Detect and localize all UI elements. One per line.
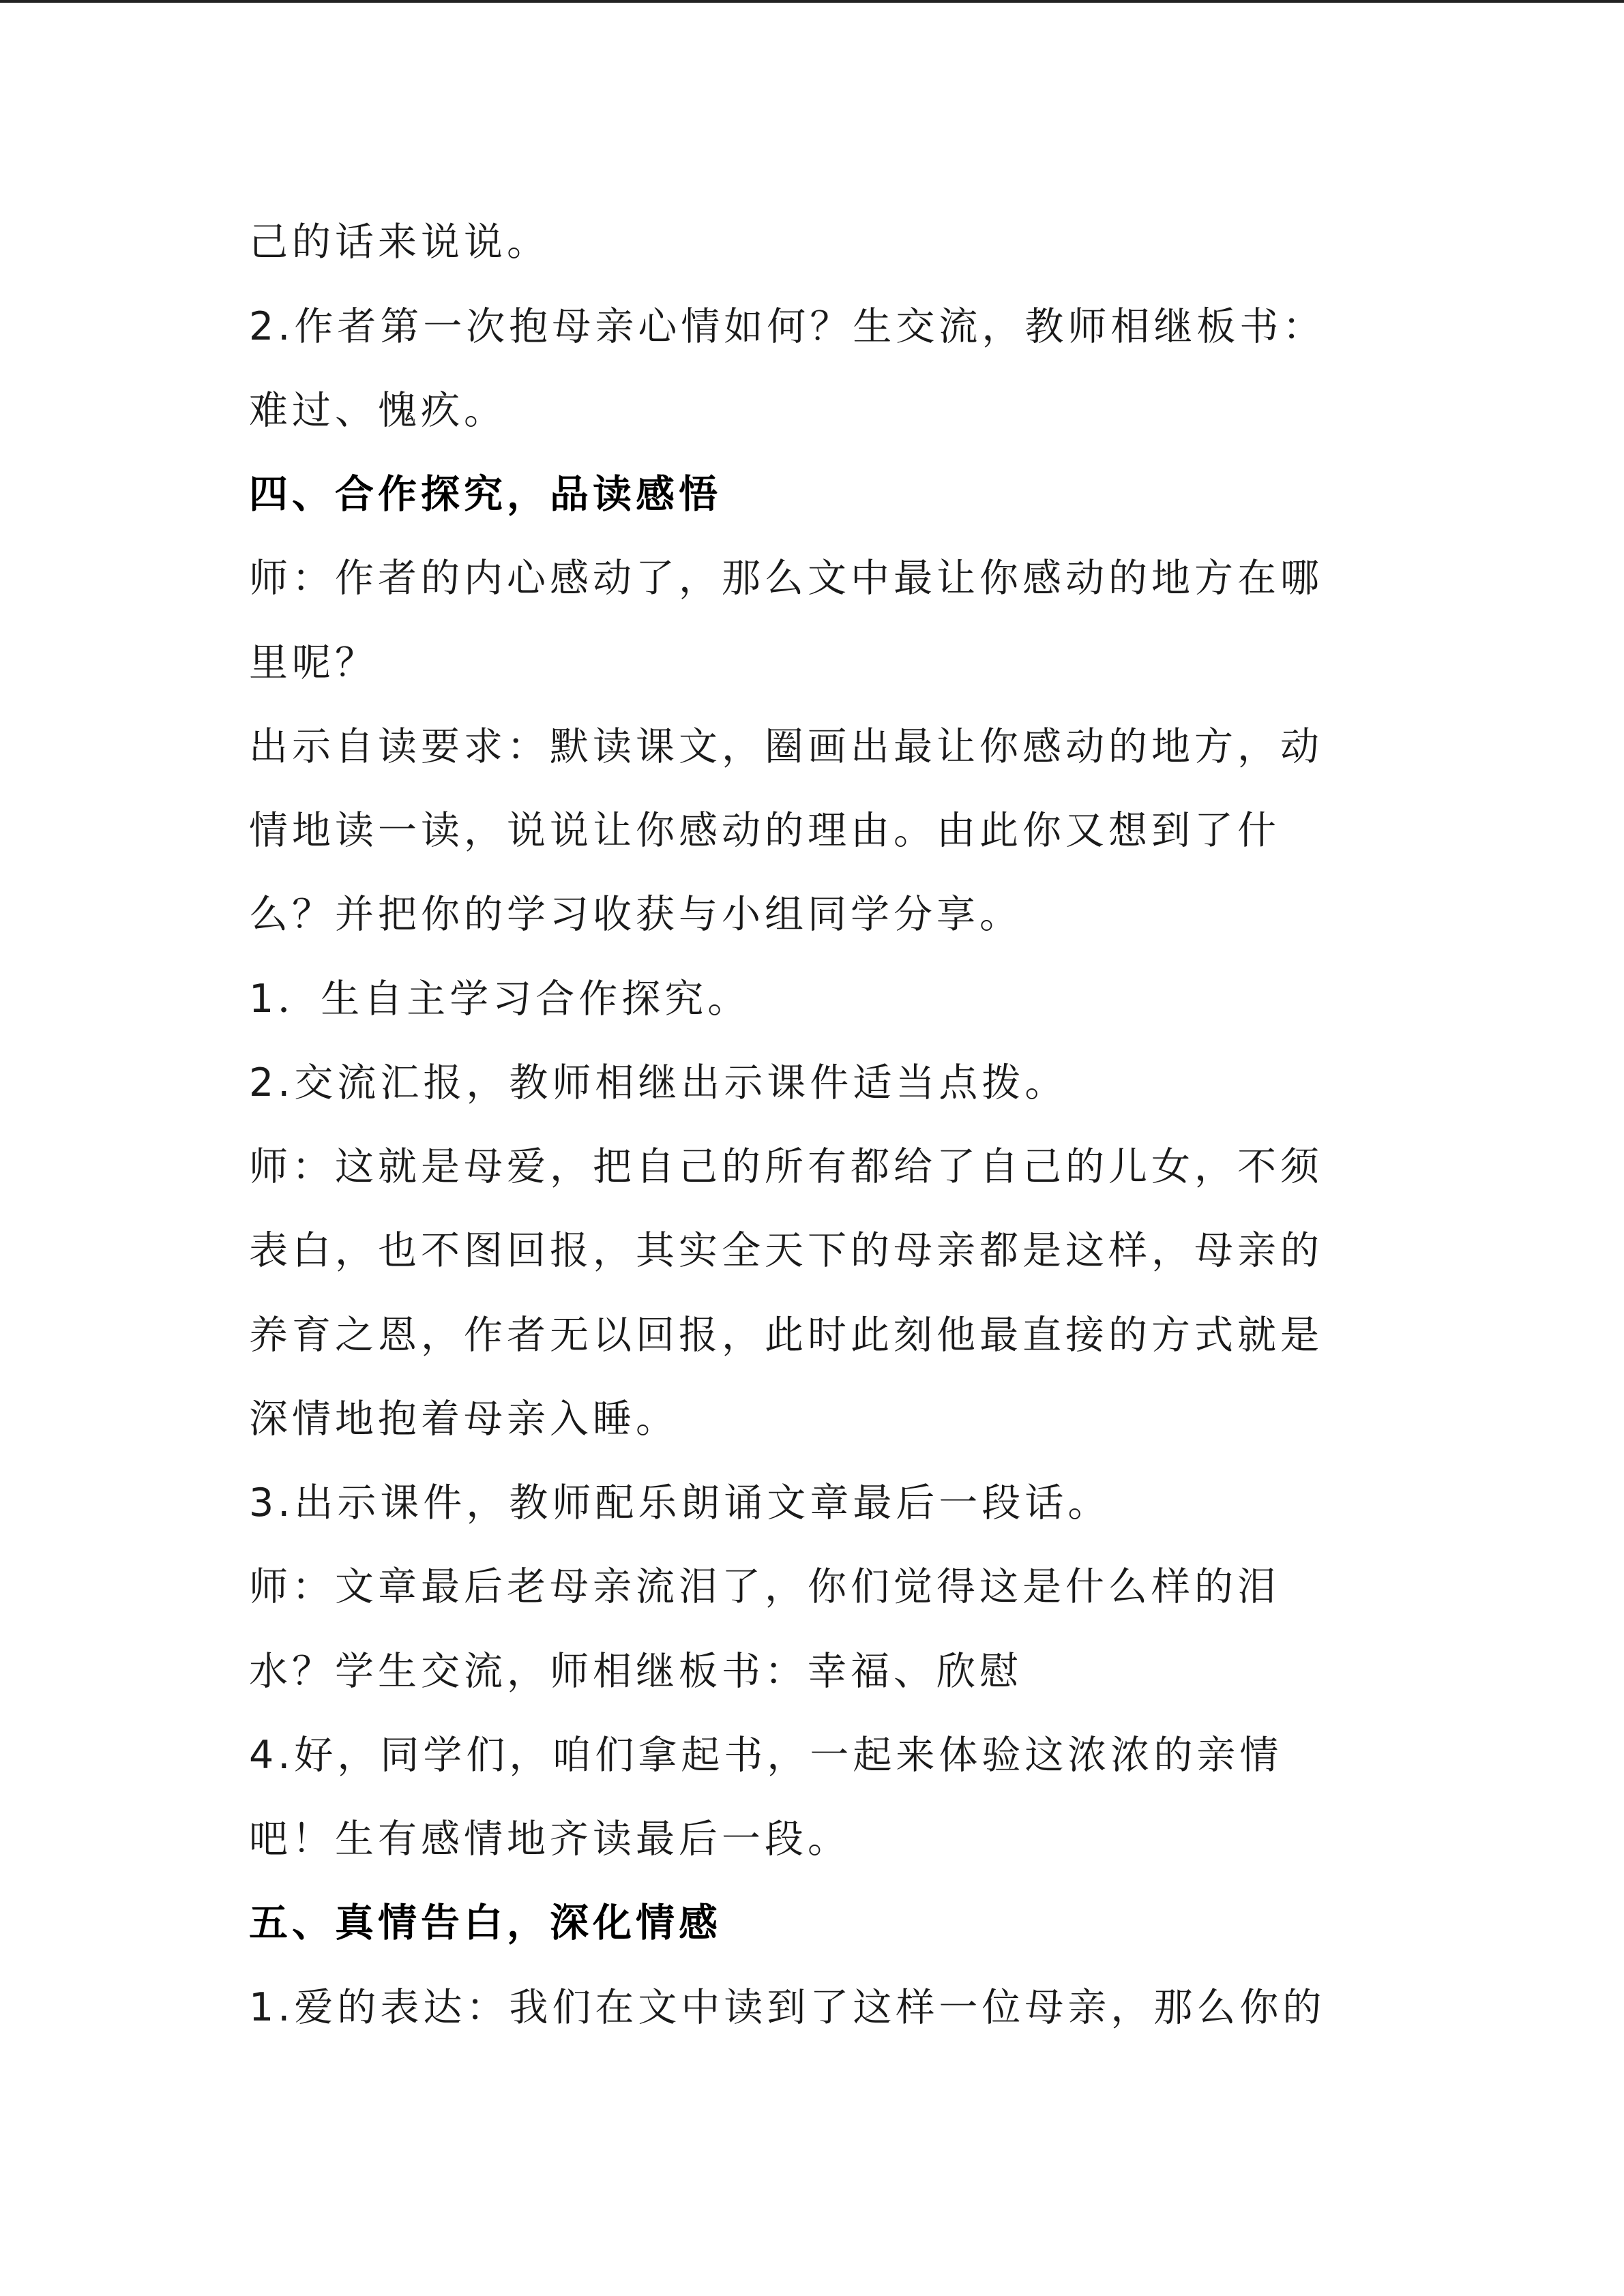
body-line: 己的话来说说。 (249, 220, 550, 265)
body-line: 水？学生交流，师相继板书：幸福、欣慰 (249, 1649, 1022, 1694)
body-line: 难过、愧疚。 (249, 388, 507, 433)
body-line: 2.作者第一次抱母亲心情如何？生交流，教师相继板书： (249, 304, 1326, 349)
body-line: 师：作者的内心感动了，那么文中最让你感动的地方在哪 (249, 556, 1323, 601)
body-line: 师：文章最后老母亲流泪了，你们觉得这是什么样的泪 (249, 1564, 1280, 1609)
body-line: 1.爱的表达：我们在文中读到了这样一位母亲，那么你的 (249, 1985, 1326, 2030)
body-line: 师：这就是母爱，把自己的所有都给了自己的儿女，不须 (249, 1144, 1323, 1189)
body-line: 深情地抱着母亲入睡。 (249, 1397, 679, 1442)
body-line: 么？并把你的学习收获与小组同学分享。 (249, 892, 1022, 937)
body-line: 里呢？ (249, 640, 378, 685)
body-line: 吧！生有感情地齐读最后一段。 (249, 1817, 851, 1862)
body-line: 表白，也不图回报，其实全天下的母亲都是这样，母亲的 (249, 1228, 1323, 1273)
page-top-border (0, 0, 1624, 3)
section-heading: 四、合作探究，品读感悟 (249, 472, 722, 517)
body-line: 1．生自主学习合作探究。 (249, 976, 751, 1022)
body-line: 情地读一读，说说让你感动的理由。由此你又想到了什 (249, 808, 1280, 853)
body-line: 养育之恩，作者无以回报，此时此刻他最直接的方式就是 (249, 1313, 1323, 1358)
body-line: 出示自读要求：默读课文，圈画出最让你感动的地方，动 (249, 724, 1323, 769)
body-line: 4.好，同学们，咱们拿起书，一起来体验这浓浓的亲情 (249, 1733, 1283, 1778)
section-heading: 五、真情告白，深化情感 (249, 1900, 722, 1945)
body-line: 2.交流汇报，教师相继出示课件适当点拨。 (249, 1060, 1068, 1105)
body-line: 3.出示课件，教师配乐朗诵文章最后一段话。 (249, 1480, 1111, 1525)
